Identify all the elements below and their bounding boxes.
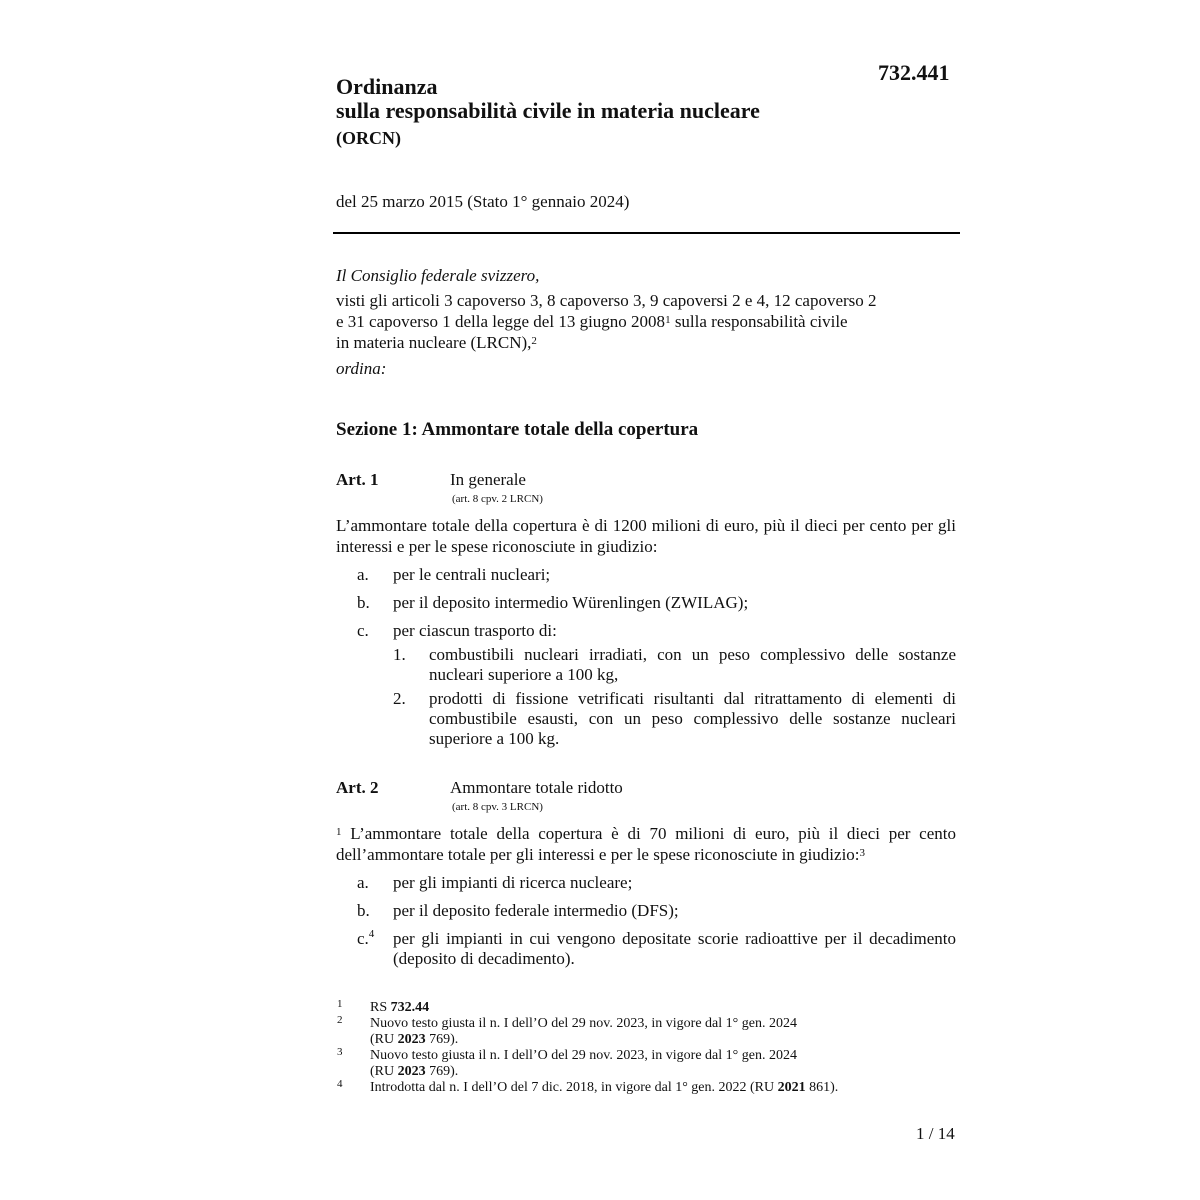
preamble-line-3-text: in materia nucleare (LRCN), bbox=[336, 333, 532, 352]
footnote-4-text bbox=[370, 1080, 838, 1096]
page-number: 1 / 14 bbox=[916, 1124, 955, 1143]
footnote-3-l2-bold: 2023 bbox=[397, 1064, 426, 1079]
art-2-item-label-c bbox=[357, 929, 374, 949]
footnote-3-l2-post: 769). bbox=[425, 1064, 459, 1079]
preamble-line-3 bbox=[336, 332, 537, 353]
footnote-3-number: 3 bbox=[337, 1046, 343, 1058]
footnote-1-bold: 732.44 bbox=[390, 1000, 430, 1015]
footnote-3-line-1: Nuovo testo giusta il n. I dell’O del 29 nov. 2023, in vigore dal 1° gen. 2024 bbox=[370, 1048, 797, 1063]
footnote-2-l2-post: 769). bbox=[425, 1032, 459, 1047]
art-1-item-label-a: a. bbox=[357, 565, 369, 584]
art-1-item-c: per ciascun trasporto di: bbox=[393, 621, 557, 640]
art-2-item-label-b: b. bbox=[357, 901, 370, 920]
footnote-3-l2-pre: (RU bbox=[370, 1064, 398, 1079]
art-1-subitem-label-1: 1. bbox=[393, 645, 406, 664]
preamble-decree: ordina: bbox=[336, 359, 387, 378]
footnote-4-bold: 2021 bbox=[777, 1080, 806, 1095]
art-2-title: Ammontare totale ridotto bbox=[450, 778, 623, 797]
art-2-intro-text: L’ammontare totale della copertura è di 70 milioni di euro, più il dieci per cento dell’ammontare totale per gli interessi e per le spese riconosciute in giudizio: bbox=[336, 824, 956, 864]
footnote-2-l2-bold: 2023 bbox=[397, 1032, 426, 1047]
footnote-3-line-2 bbox=[370, 1064, 458, 1080]
footnote-ref-1[interactable]: 1 bbox=[665, 314, 671, 326]
art-2-item-label-a: a. bbox=[357, 873, 369, 892]
art-1-subitem-2: prodotti di fissione vetrificati risultanti dal ritrattamento di elementi di combustibile esausti, con un peso complessivo delle sostanze nucleari superiore a 100 kg. bbox=[429, 689, 956, 748]
art-2-item-b: per il deposito federale intermedio (DFS); bbox=[393, 901, 679, 920]
footnote-1-text bbox=[370, 1000, 429, 1016]
art-1-subitem-label-2: 2. bbox=[393, 689, 406, 708]
art-2-paragraph-number: 1 bbox=[336, 826, 342, 838]
footnote-2-line-1: Nuovo testo giusta il n. I dell’O del 29 nov. 2023, in vigore dal 1° gen. 2024 bbox=[370, 1016, 797, 1031]
footnote-4-number: 4 bbox=[337, 1078, 343, 1090]
title-line-2: sulla responsabilità civile in materia nucleare bbox=[336, 98, 760, 123]
footnote-2-l2-pre: (RU bbox=[370, 1032, 398, 1047]
art-1-item-label-c: c. bbox=[357, 621, 369, 640]
sr-number: 732.441 bbox=[878, 60, 950, 85]
document-date: del 25 marzo 2015 (Stato 1° gennaio 2024) bbox=[336, 192, 630, 211]
footnote-2-line-2 bbox=[370, 1032, 458, 1048]
art-1-title: In generale bbox=[450, 470, 526, 489]
art-2-number: Art. 2 bbox=[336, 778, 379, 797]
art-2-item-a: per gli impianti di ricerca nucleare; bbox=[393, 873, 633, 892]
preamble-line-2 bbox=[336, 311, 848, 332]
footnote-1-number: 1 bbox=[337, 998, 343, 1010]
art-1-intro: L’ammontare totale della copertura è di 1200 milioni di euro, più il dieci per cento per gli interessi e per le spese riconosciute in giudizio: bbox=[336, 516, 956, 556]
footnote-4-pre: Introdotta dal n. I dell’O del 7 dic. 2018, in vigore dal 1° gen. 2022 (RU bbox=[370, 1080, 778, 1095]
footnote-4-post: 861). bbox=[805, 1080, 839, 1095]
art-1-reference: (art. 8 cpv. 2 LRCN) bbox=[452, 493, 543, 505]
section-1-title: Sezione 1: Ammontare totale della copertura bbox=[336, 419, 699, 440]
footnote-ref-2[interactable]: 2 bbox=[531, 335, 537, 347]
art-2-item-c: per gli impianti in cui vengono depositate scorie radioattive per il decadimento (deposito di decadimento). bbox=[393, 929, 956, 968]
art-1-item-b: per il deposito intermedio Würenlingen (ZWILAG); bbox=[393, 593, 749, 612]
footnote-2-number: 2 bbox=[337, 1014, 343, 1026]
preamble-line-2a: e 31 capoverso 1 della legge del 13 giugno 2008 bbox=[336, 312, 666, 331]
title-line-1: Ordinanza bbox=[336, 74, 438, 99]
art-1-item-label-b: b. bbox=[357, 593, 370, 612]
footnote-ref-4[interactable]: 4 bbox=[368, 928, 375, 940]
title-abbreviation: (ORCN) bbox=[336, 128, 401, 148]
preamble-line-2b: sulla responsabilità civile bbox=[670, 312, 848, 331]
art-2-reference: (art. 8 cpv. 3 LRCN) bbox=[452, 801, 543, 813]
art-2-intro bbox=[336, 823, 956, 865]
footnote-ref-3[interactable]: 3 bbox=[859, 847, 866, 859]
footnote-1-pre: RS bbox=[370, 1000, 391, 1015]
art-1-subitem-1: combustibili nucleari irradiati, con un peso complessivo delle sostanze nucleari superiore a 100 kg, bbox=[429, 645, 956, 684]
preamble-line-1: visti gli articoli 3 capoverso 3, 8 capoverso 3, 9 capoversi 2 e 4, 12 capoverso 2 bbox=[336, 291, 877, 310]
art-1-number: Art. 1 bbox=[336, 470, 379, 489]
preamble-authority: Il Consiglio federale svizzero, bbox=[336, 266, 540, 285]
art-2-item-label-c-text: c. bbox=[357, 929, 369, 948]
art-1-item-a: per le centrali nucleari; bbox=[393, 565, 551, 584]
header-rule bbox=[333, 232, 960, 234]
